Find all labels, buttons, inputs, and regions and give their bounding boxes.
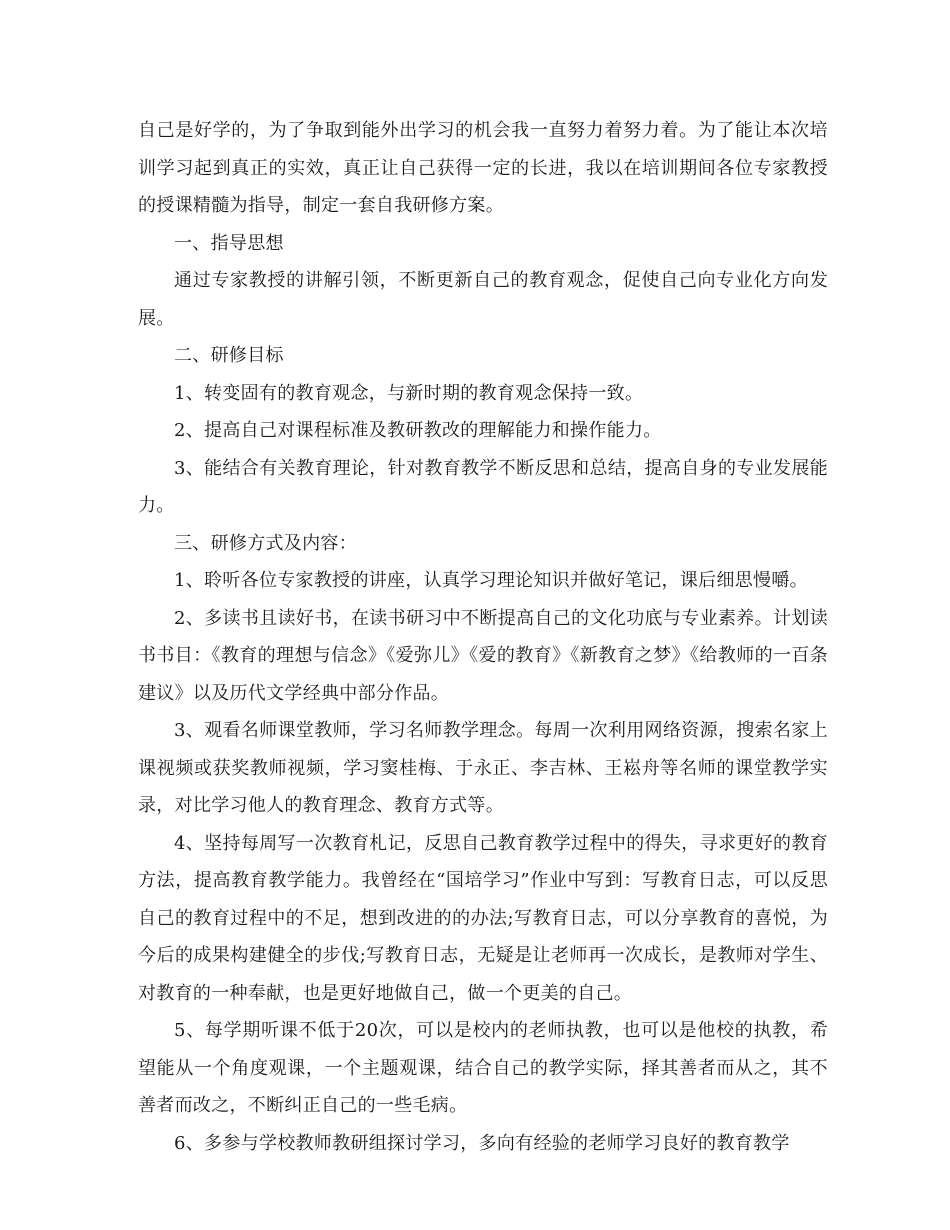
goal-item-2: 2、提高自己对课程标准及教研教改的理解能力和操作能力。 (174, 420, 662, 441)
method-item-2: 2、多读书且读好书，在读书研习中不断提高自己的文化功底与专业素养。计划读书书目：《教育的理想与信念》《爱弥儿》《爱的教育》《新教育之梦》《给教师的一百条建议》以及历代文学经典中部分作品。 (138, 607, 828, 704)
heading-study-goals: 二、研修目标 (174, 345, 284, 366)
paragraph-guiding-thought: 通过专家教授的讲解引领，不断更新自己的教育观念，促使自己向专业化方向发展。 (138, 270, 828, 329)
heading-study-methods: 三、研修方式及内容： (174, 532, 357, 554)
method-item-6: 6、多参与学校教师教研组探讨学习，多向有经验的老师学习良好的教育教学 (174, 1132, 790, 1154)
document-body (138, 112, 828, 1162)
method-item-1: 1、聆听各位专家教授的讲座，认真学习理论知识并做好笔记，课后细思慢嚼。 (174, 570, 808, 591)
heading-guiding-thought: 一、指导思想 (174, 232, 284, 254)
method-item-5: 5、每学期听课不低于20次，可以是校内的老师执教，也可以是他校的执教，希望能从一个角度观课，一个主题观课，结合自己的教学实际，择其善者而从之，其不善者而改之，不断纠正自己的一些毛病。 (138, 1020, 828, 1116)
paragraph-intro: 自己是好学的，为了争取到能外出学习的机会我一直努力着努力着。为了能让本次培训学习起到真正的实效，真正让自己获得一定的长进，我以在培训期间各位专家教授的授课精髓为指导，制定一套自我研修方案。 (138, 120, 828, 216)
method-item-4: 4、坚持每周写一次教育札记，反思自己教育教学过程中的得失，寻求更好的教育方法，提高教育教学能力。我曾经在“国培学习”作业中写到：写教育日志，可以反思自己的教育过程中的不足，想到改进的的办法;写教育日志，可以分享教育的喜悦，为今后的成果构建健全的步伐;写教育日志，无疑是让老师再一次成长，是教师对学生、对教育的一种奉献，也是更好地做自己，做一个更美的自己。 (138, 832, 828, 1004)
goal-item-1: 1、转变固有的教育观念，与新时期的教育观念保持一致。 (174, 382, 644, 404)
method-item-3: 3、观看名师课堂教师，学习名师教学理念。每周一次利用网络资源，搜索名家上课视频或获奖教师视频，学习窦桂梅、于永正、李吉林、王崧舟等名师的课堂教学实录，对比学习他人的教育理念、教育方式等。 (138, 720, 828, 816)
goal-item-3: 3、能结合有关教育理论，针对教育教学不断反思和总结，提高自身的专业发展能力。 (138, 457, 828, 516)
